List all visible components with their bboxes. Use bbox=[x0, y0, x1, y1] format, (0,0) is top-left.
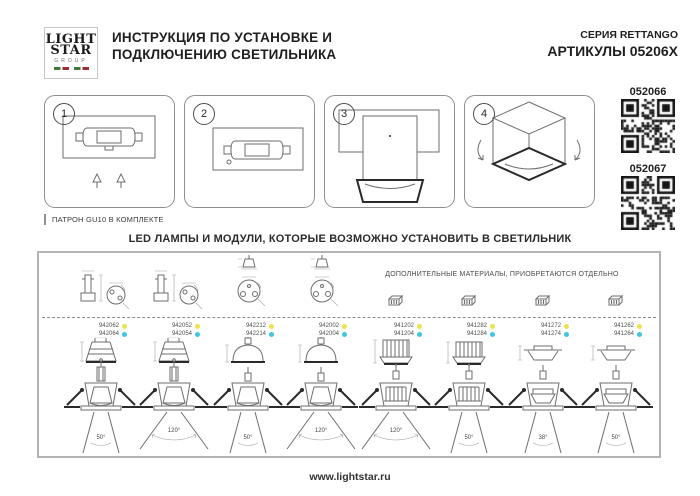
step-card-1 bbox=[44, 95, 175, 208]
beam-angle-label: 120° bbox=[167, 428, 181, 434]
step-card-2 bbox=[184, 95, 315, 208]
materials-note: ДОПОЛНИТЕЛЬНЫЕ МАТЕРИАЛЫ, ПРИОБРЕТАЮТСЯ ОТДЕЛЬНО bbox=[385, 271, 619, 278]
cool-color-dot bbox=[269, 332, 274, 337]
article-pair-col4 bbox=[291, 322, 347, 338]
column-8-module-and-fixture-drawing bbox=[579, 337, 653, 459]
article-pair-col1 bbox=[71, 322, 127, 338]
step-number-2: 2 bbox=[193, 103, 215, 125]
cool-color-dot bbox=[637, 332, 642, 337]
qr-label-top: 052066 bbox=[629, 86, 667, 98]
article-code: 941282 bbox=[466, 323, 487, 329]
column-2-lamp-and-fixture-drawing bbox=[137, 337, 211, 459]
article-pair-col8 bbox=[586, 322, 642, 338]
logo-text-light: LIGHT bbox=[45, 32, 97, 47]
logo-text-star: STAR bbox=[50, 43, 92, 58]
beam-angle-label: 38° bbox=[538, 435, 548, 441]
article-code: 942054 bbox=[171, 331, 192, 337]
warm-color-dot bbox=[417, 324, 422, 329]
step-number-4: 4 bbox=[473, 103, 495, 125]
series-label: СЕРИЯ RETTANGO bbox=[580, 29, 678, 41]
cool-color-dot bbox=[122, 332, 127, 337]
note-bar bbox=[44, 214, 46, 225]
gu10-base-spec-drawing bbox=[142, 259, 206, 315]
article-pair-col2 bbox=[144, 322, 200, 338]
article-code: 941284 bbox=[466, 331, 487, 337]
lightstar-logo bbox=[44, 27, 98, 79]
column-1-lamp-and-fixture-drawing bbox=[64, 337, 138, 459]
page-title bbox=[112, 29, 336, 63]
logo-text-group: GROUP bbox=[54, 58, 88, 64]
article-pair-col6 bbox=[439, 322, 495, 338]
compatibility-panel bbox=[37, 251, 661, 458]
article-code: 942004 bbox=[318, 331, 339, 337]
article-code: 941262 bbox=[613, 323, 634, 329]
step-number-1: 1 bbox=[53, 103, 75, 125]
warm-color-dot bbox=[637, 324, 642, 329]
articles-label: АРТИКУЛЫ 05206X bbox=[547, 43, 678, 59]
cool-color-dot bbox=[490, 332, 495, 337]
top-qr-code bbox=[621, 99, 675, 153]
warm-color-dot bbox=[269, 324, 274, 329]
screws-icon bbox=[93, 174, 125, 188]
led-module-icon bbox=[460, 295, 478, 307]
article-pair-col3 bbox=[218, 322, 274, 338]
rotate-arrow-left-icon bbox=[478, 140, 483, 160]
column-7-module-and-fixture-drawing bbox=[506, 337, 580, 459]
qr-label-bottom: 052067 bbox=[629, 163, 667, 175]
column-6-module-and-fixture-drawing bbox=[432, 337, 506, 459]
warm-color-dot bbox=[342, 324, 347, 329]
socket-note-text: ПАТРОН GU10 В КОМПЛЕКТЕ bbox=[52, 215, 164, 224]
column-5-module-and-fixture-drawing bbox=[359, 337, 433, 459]
beam-angle-label: 120° bbox=[389, 428, 403, 434]
article-code: 941272 bbox=[540, 323, 561, 329]
rotate-arrow-right-icon bbox=[575, 140, 580, 160]
website-url: www.lightstar.ru bbox=[309, 471, 391, 483]
warm-color-dot bbox=[195, 324, 200, 329]
beam-angle-label: 50° bbox=[243, 435, 253, 441]
cool-color-dot bbox=[417, 332, 422, 337]
article-code: 941264 bbox=[613, 331, 634, 337]
beam-angle-label: 50° bbox=[96, 435, 106, 441]
article-code: 942212 bbox=[245, 323, 266, 329]
mr16-base-spec-drawing bbox=[289, 255, 353, 315]
warm-color-dot bbox=[490, 324, 495, 329]
column-3-lamp-and-fixture-drawing bbox=[211, 337, 285, 459]
page-title-line2: ПОДКЛЮЧЕНИЮ СВЕТИЛЬНИКА bbox=[112, 47, 337, 62]
article-code: 942002 bbox=[318, 323, 339, 329]
article-code: 942052 bbox=[171, 323, 192, 329]
cool-color-dot bbox=[564, 332, 569, 337]
socket-note bbox=[44, 214, 164, 225]
led-module-icon bbox=[387, 295, 405, 307]
warm-color-dot bbox=[564, 324, 569, 329]
step-number-3: 3 bbox=[333, 103, 355, 125]
article-pair-col7 bbox=[513, 322, 569, 338]
cool-color-dot bbox=[342, 332, 347, 337]
gu10-base-spec-drawing bbox=[69, 259, 133, 315]
column-4-lamp-and-fixture-drawing bbox=[284, 337, 358, 459]
step-card-4 bbox=[464, 95, 595, 208]
article-code: 941204 bbox=[393, 331, 414, 337]
led-module-icon bbox=[534, 295, 552, 307]
article-code: 941202 bbox=[393, 323, 414, 329]
bottom-qr-code bbox=[621, 176, 675, 230]
article-code: 941274 bbox=[540, 331, 561, 337]
warm-color-dot bbox=[122, 324, 127, 329]
step-card-3 bbox=[324, 95, 455, 208]
panel-divider bbox=[42, 317, 656, 318]
compatibility-heading: LED ЛАМПЫ И МОДУЛИ, КОТОРЫЕ ВОЗМОЖНО УСТАНОВИТЬ В СВЕТИЛЬНИК bbox=[128, 233, 572, 245]
mr16-base-spec-drawing bbox=[216, 255, 280, 315]
beam-angle-label: 120° bbox=[314, 428, 328, 434]
beam-angle-label: 50° bbox=[464, 435, 474, 441]
page-title-line1: ИНСТРУКЦИЯ ПО УСТАНОВКЕ И bbox=[112, 30, 333, 45]
cool-color-dot bbox=[195, 332, 200, 337]
article-code: 942064 bbox=[98, 331, 119, 337]
logo-flag-marks bbox=[45, 67, 97, 70]
led-module-icon bbox=[607, 295, 625, 307]
article-pair-col5 bbox=[366, 322, 422, 338]
beam-angle-label: 50° bbox=[611, 435, 621, 441]
article-code: 942062 bbox=[98, 323, 119, 329]
article-code: 942214 bbox=[245, 331, 266, 337]
